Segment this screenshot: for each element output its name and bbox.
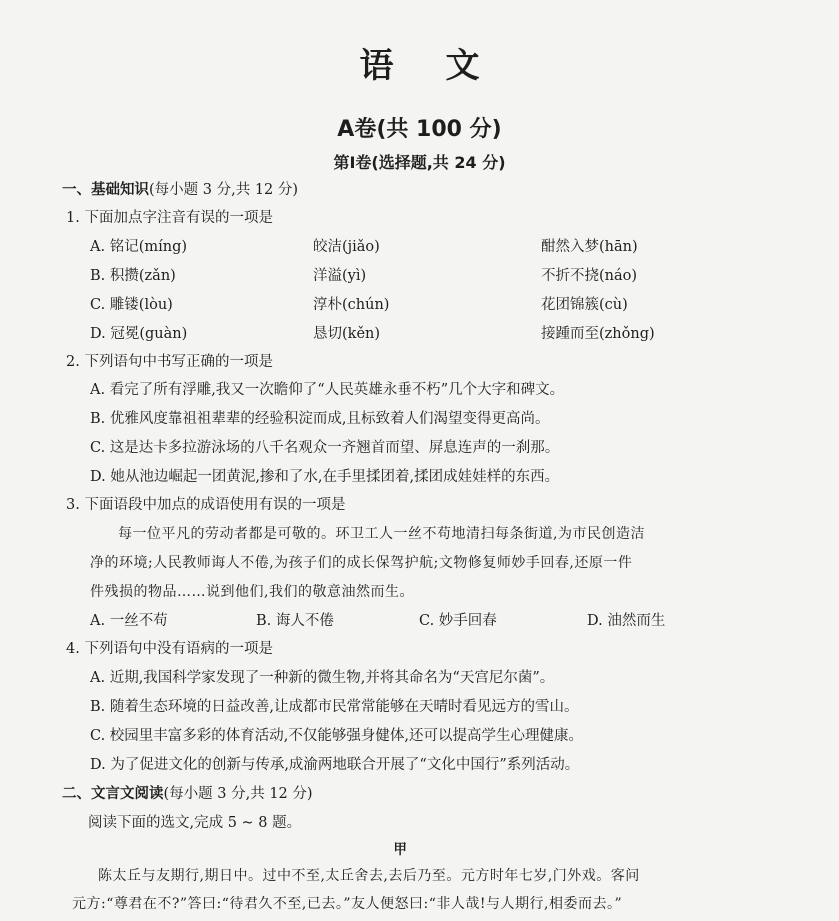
paper-subsection-title: 第Ⅰ卷(选择题,共 24 分) bbox=[333, 153, 506, 172]
question-4-stem: 4. 下列语句中没有语病的一项是 bbox=[66, 641, 273, 657]
section-heading bbox=[62, 784, 313, 804]
page-title: 语文 bbox=[359, 46, 532, 86]
q4-option-b: B. 随着生态环境的日益改善,让成都市民常常能够在天晴时看见远方的雪山。 bbox=[90, 699, 579, 715]
section-heading-text: 二、文言文阅读 bbox=[62, 786, 164, 802]
q3-option-d: D. 油然而生 bbox=[587, 613, 666, 629]
q3-passage-line-2: 净的环境;人民教师诲人不倦,为孩子们的成长保驾护航;文物修复师妙手回春,还原一件 bbox=[90, 555, 633, 571]
q1-option-d-2: 恳切(kěn) bbox=[313, 326, 381, 342]
reading-instruction: 阅读下面的选文,完成 5 ~ 8 题。 bbox=[88, 815, 302, 831]
q1-option-b-2: 洋溢(yì) bbox=[313, 268, 367, 284]
q4-option-d: D. 为了促进文化的创新与传承,成渝两地联合开展了“文化中国行”系列活动。 bbox=[90, 757, 580, 773]
q1-option-d-3: 接踵而至(zhǒng) bbox=[541, 326, 655, 342]
passage-label: 甲 bbox=[393, 842, 407, 858]
section-score-note: (每小题 3 分,共 12 分) bbox=[163, 786, 313, 802]
q2-option-c: C. 这是达卡多拉游泳场的八千名观众一齐翘首而望、屏息连声的一刹那。 bbox=[90, 440, 560, 456]
q1-option-a-1: A. 铭记(míng) bbox=[90, 239, 188, 255]
q2-option-a: A. 看完了所有浮雕,我又一次瞻仰了“人民英雄永垂不朽”几个大字和碑文。 bbox=[90, 382, 565, 398]
section-heading bbox=[62, 180, 298, 200]
question-3-stem: 3. 下面语段中加点的成语使用有误的一项是 bbox=[66, 497, 346, 513]
q3-passage-line-3: 件残损的物品……说到他们,我们的敬意油然而生。 bbox=[90, 584, 414, 600]
q1-option-c-3: 花团锦簇(cù) bbox=[541, 297, 628, 313]
q4-option-c: C. 校园里丰富多彩的体育活动,不仅能够强身健体,还可以提高学生心理健康。 bbox=[90, 728, 584, 744]
q1-option-a-2: 皎洁(jiǎo) bbox=[313, 239, 380, 255]
section-heading-text: 一、基础知识 bbox=[62, 182, 149, 198]
q2-option-b: B. 优雅风度靠祖祖辈辈的经验积淀而成,且标致着人们渴望变得更高尚。 bbox=[90, 411, 550, 427]
paper-section-title: A卷(共 100 分) bbox=[337, 117, 502, 142]
q4-option-a: A. 近期,我国科学家发现了一种新的微生物,并将其命名为“天宫尼尔菌”。 bbox=[90, 670, 555, 686]
q3-option-c: C. 妙手回春 bbox=[419, 613, 497, 629]
classical-passage-line-2: 元方:“尊君在不?”答曰:“待君久不至,已去。”友人便怒曰:“非人哉!与人期行,相委而去。” bbox=[72, 896, 623, 912]
q1-option-b-1: B. 积攒(zǎn) bbox=[90, 268, 176, 284]
q1-option-c-2: 淳朴(chún) bbox=[313, 297, 390, 313]
section-score-note: (每小题 3 分,共 12 分) bbox=[149, 182, 299, 198]
question-2-stem: 2. 下列语句中书写正确的一项是 bbox=[66, 354, 273, 370]
q3-passage-line-1: 每一位平凡的劳动者都是可敬的。环卫工人一丝不苟地清扫每条街道,为市民创造洁 bbox=[118, 526, 645, 542]
q1-option-b-3: 不折不挠(náo) bbox=[541, 268, 638, 284]
q1-option-a-3: 酣然入梦(hān) bbox=[541, 239, 638, 255]
q1-option-d-1: D. 冠冕(guàn) bbox=[90, 326, 188, 342]
q1-option-c-1: C. 雕镂(lòu) bbox=[90, 297, 173, 313]
q3-option-b: B. 诲人不倦 bbox=[256, 613, 334, 629]
question-1-stem: 1. 下面加点字注音有误的一项是 bbox=[66, 210, 273, 226]
q2-option-d: D. 她从池边崛起一团黄泥,掺和了水,在手里揉团着,揉团成娃娃样的东西。 bbox=[90, 469, 560, 485]
q3-option-a: A. 一丝不苟 bbox=[90, 613, 168, 629]
classical-passage-line-1: 陈太丘与友期行,期日中。过中不至,太丘舍去,去后乃至。元方时年七岁,门外戏。客问 bbox=[98, 868, 640, 884]
